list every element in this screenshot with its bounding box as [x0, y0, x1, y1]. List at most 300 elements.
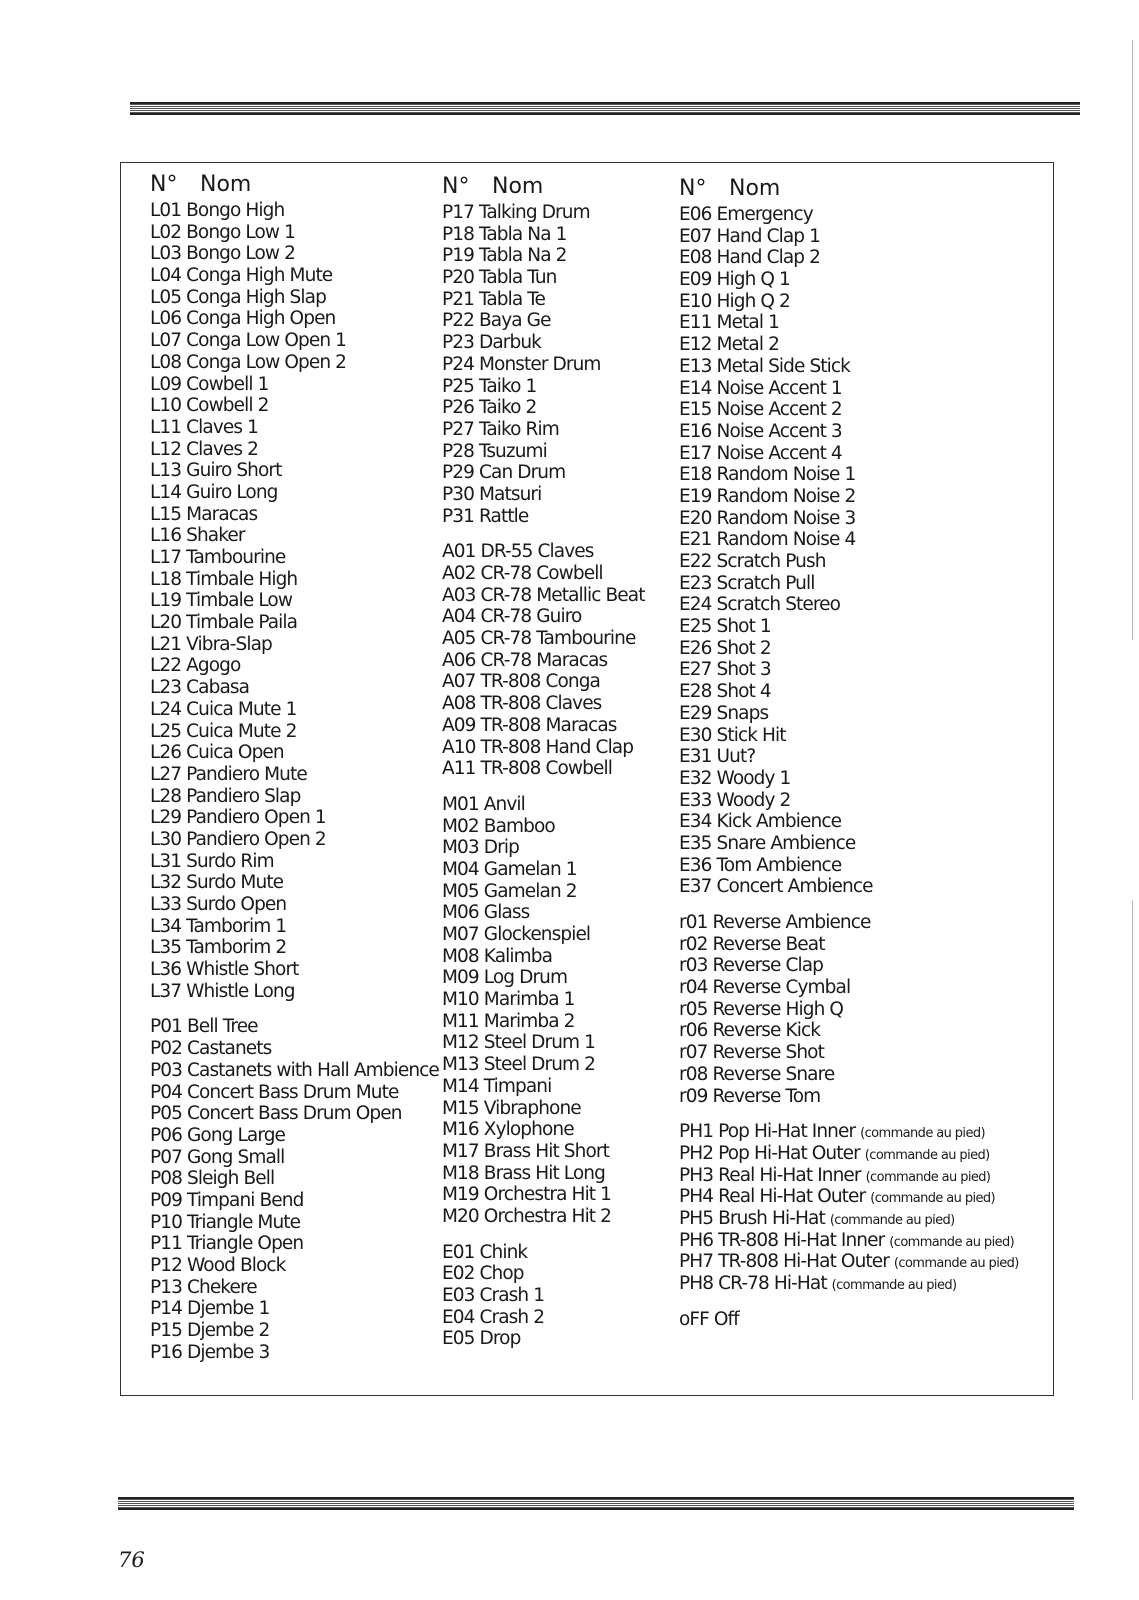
entry-code: r04	[679, 977, 708, 999]
entry-name: Timbale Low	[186, 590, 293, 612]
list-item	[442, 506, 645, 528]
column-header	[442, 172, 645, 202]
entry-name: TR-808 Hand Clap	[480, 736, 634, 758]
entry-code: P05	[150, 1103, 182, 1125]
entry-name: Darbuk	[478, 332, 541, 354]
list-item	[679, 1208, 1019, 1230]
entry-code: E36	[679, 854, 712, 876]
entry-code: E24	[679, 594, 712, 616]
entry-name: Snaps	[716, 702, 769, 724]
entry-name: Steel Drum 2	[483, 1054, 596, 1076]
list-item	[150, 851, 439, 873]
entry-code: M03	[442, 837, 479, 859]
entry-code: P07	[150, 1146, 182, 1168]
entry-name: Anvil	[483, 793, 525, 815]
list-item	[679, 616, 1019, 638]
entry-name: TR-808 Claves	[480, 693, 602, 715]
list-item	[150, 1125, 439, 1147]
entry-name: Surdo Open	[186, 894, 287, 915]
list-item	[150, 547, 439, 569]
entry-name: Real Hi-Hat Inner	[718, 1164, 861, 1186]
list-item	[442, 1242, 645, 1264]
entry-code: M20	[442, 1205, 479, 1227]
entry-name: CR-78 Cowbell	[480, 563, 603, 584]
entry-name: Noise Accent 4	[716, 442, 842, 464]
entry-name: Conga Low Open 2	[186, 351, 347, 373]
list-item	[150, 655, 439, 677]
entry-code: M13	[442, 1054, 479, 1076]
entry-name: Reverse Kick	[712, 1020, 821, 1042]
entry-name: Vibraphone	[483, 1097, 581, 1119]
page-number: 76	[118, 1548, 145, 1572]
entry-name: Metal 2	[716, 334, 779, 356]
entry-code: P26	[442, 397, 474, 419]
entry-code: A06	[442, 649, 476, 671]
entry-name: Gamelan 2	[483, 880, 577, 902]
list-item	[679, 1121, 1019, 1143]
entry-name: Pandiero Slap	[186, 785, 301, 807]
entry-code: P20	[442, 267, 474, 289]
entry-code: L05	[150, 286, 182, 308]
entry-name: Wood Block	[186, 1255, 286, 1276]
entry-code: P22	[442, 310, 474, 332]
list-item	[442, 1285, 645, 1307]
group-spacer	[442, 1228, 645, 1242]
list-item	[442, 441, 645, 463]
entry-name: Djembe 1	[186, 1298, 270, 1320]
list-item	[150, 916, 439, 938]
list-item	[442, 671, 645, 693]
entry-name: Pandiero Mute	[186, 763, 307, 785]
entry-code: E08	[679, 247, 712, 269]
list-item	[442, 902, 645, 924]
entry-name: Steel Drum 1	[483, 1032, 596, 1054]
entry-name: Agogo	[186, 655, 241, 677]
entry-code: M15	[442, 1097, 479, 1119]
list-item	[442, 1163, 645, 1185]
list-item	[150, 1147, 439, 1169]
entry-name: Conga Low Open 1	[186, 330, 347, 352]
entry-code: L16	[150, 525, 182, 547]
entry-code: E30	[679, 724, 712, 746]
entry-name: Whistle Long	[186, 980, 295, 1002]
entry-name: Taiko 2	[478, 397, 537, 419]
entry-name: Triangle Open	[186, 1233, 304, 1255]
entry-name: Can Drum	[478, 462, 566, 484]
list-item	[679, 746, 1019, 768]
entry-name: Taiko 1	[478, 375, 537, 397]
list-item	[679, 269, 1019, 291]
entry-name: Shot 3	[716, 659, 771, 681]
entry-code: L03	[150, 243, 182, 265]
entry-name: Cowbell 1	[186, 373, 269, 395]
entry-name: Drip	[483, 837, 519, 859]
list-item	[679, 226, 1019, 248]
list-item	[150, 742, 439, 764]
list-item	[442, 1141, 645, 1163]
entry-code: P24	[442, 353, 474, 375]
entry-name: Xylophone	[483, 1119, 574, 1141]
list-item	[679, 977, 1019, 999]
entry-name: Chink	[479, 1241, 528, 1263]
entry-code: P12	[150, 1255, 182, 1276]
entry-name: Crash 1	[479, 1285, 545, 1306]
list-item	[150, 504, 439, 526]
list-item	[442, 1032, 645, 1054]
entry-code: E14	[679, 377, 712, 399]
entry-name: DR-55 Claves	[480, 541, 594, 563]
list-item	[442, 419, 645, 441]
entry-name: Monster Drum	[478, 353, 601, 375]
list-item	[679, 876, 1019, 898]
entry-name: Uut?	[716, 746, 756, 768]
entry-name: Cuica Mute 2	[186, 720, 297, 742]
list-item	[150, 525, 439, 547]
list-item	[442, 484, 645, 506]
column-header	[150, 170, 439, 200]
entry-name: Djembe 3	[186, 1341, 270, 1363]
entry-code: PH1	[679, 1121, 714, 1143]
entry-code: P16	[150, 1341, 182, 1363]
entry-code: P03	[150, 1059, 182, 1081]
entry-code: E22	[679, 551, 712, 572]
entry-name: Concert Bass Drum Mute	[186, 1081, 399, 1103]
entry-code: L35	[150, 937, 182, 959]
entry-name: Tabla Tun	[478, 267, 557, 289]
entry-name: Conga High Mute	[186, 265, 333, 287]
list-item	[150, 243, 439, 265]
entry-code: PH3	[679, 1164, 714, 1186]
entry-code: E12	[679, 334, 712, 356]
entry-code: L17	[150, 547, 182, 568]
list-item	[442, 354, 645, 376]
list-item	[679, 486, 1019, 508]
entry-code: M01	[442, 793, 479, 815]
entry-code: L09	[150, 373, 182, 395]
entry-code: E37	[679, 876, 712, 898]
entry-code: P29	[442, 462, 474, 484]
list-item	[150, 699, 439, 721]
list-item	[442, 1119, 645, 1141]
entry-name: Metal Side Stick	[716, 355, 850, 377]
entry-name: Tamborim 2	[186, 937, 287, 959]
list-item	[150, 1103, 439, 1125]
list-item	[442, 1206, 645, 1228]
entry-code: PH4	[679, 1186, 714, 1208]
entry-code: E01	[442, 1241, 475, 1263]
entry-name: Cuica Open	[186, 742, 284, 764]
group-spacer	[150, 1002, 439, 1016]
entry-code: P31	[442, 505, 474, 527]
list-item	[150, 1060, 439, 1082]
entry-name: Pandiero Open 1	[186, 807, 326, 829]
entry-name: TR-808 Cowbell	[480, 758, 612, 780]
entry-code: PH6	[679, 1229, 714, 1251]
entry-code: L26	[150, 742, 182, 764]
list-item	[150, 937, 439, 959]
entry-name: Glockenspiel	[483, 924, 591, 945]
entry-code: E15	[679, 399, 712, 421]
list-item	[150, 460, 439, 482]
list-item	[442, 1076, 645, 1098]
entry-code: L02	[150, 221, 182, 243]
list-item	[679, 464, 1019, 486]
entry-name: Tabla Na 1	[478, 223, 567, 245]
entry-code: A02	[442, 563, 476, 584]
entry-name: Emergency	[716, 204, 813, 225]
entry-code: P18	[442, 223, 474, 245]
entry-code: r01	[679, 912, 708, 933]
entry-code: L07	[150, 330, 182, 352]
list-item	[679, 291, 1019, 313]
entry-code: L11	[150, 416, 182, 438]
entry-name: Scratch Push	[716, 551, 826, 572]
list-item	[442, 563, 645, 585]
entry-code: L19	[150, 590, 182, 612]
entry-name: Gamelan 1	[483, 858, 577, 880]
entry-name: Pop Hi-Hat Inner	[718, 1121, 856, 1143]
entry-code: A01	[442, 541, 476, 563]
entry-name: CR-78 Maracas	[480, 649, 608, 671]
entry-name: Tabla Te	[478, 288, 545, 310]
entry-name: Log Drum	[483, 967, 568, 989]
list-item	[679, 1165, 1019, 1187]
entry-code: P13	[150, 1276, 182, 1298]
list-item	[442, 376, 645, 398]
entry-code: M10	[442, 989, 479, 1011]
entry-name: Brass Hit Long	[483, 1162, 605, 1184]
entry-code: E02	[442, 1263, 475, 1285]
list-item	[442, 715, 645, 737]
entry-name: Random Noise 2	[716, 485, 856, 507]
entry-name: Cuica Mute 1	[186, 698, 297, 720]
entry-code: L15	[150, 503, 182, 525]
entry-name: Brush Hi-Hat	[718, 1207, 825, 1229]
column-header	[679, 174, 1019, 204]
entry-code: r06	[679, 1020, 708, 1042]
group-spacer	[442, 780, 645, 794]
list-item	[442, 202, 645, 224]
entry-name: Metal 1	[716, 312, 779, 334]
entry-name: Conga High Slap	[186, 286, 326, 308]
entry-code: P17	[442, 202, 474, 223]
list-item	[679, 204, 1019, 226]
entry-code: E23	[679, 572, 712, 594]
entry-name: Tsuzumi	[478, 440, 547, 462]
list-item	[679, 399, 1019, 421]
list-item	[679, 1064, 1019, 1086]
list-item	[679, 312, 1019, 334]
entry-name: Pop Hi-Hat Outer	[718, 1142, 860, 1164]
entry-code: M09	[442, 967, 479, 989]
entry-code: M05	[442, 880, 479, 902]
entry-name: Whistle Short	[186, 959, 299, 981]
entry-code: L31	[150, 850, 182, 872]
entry-name: Castanets	[186, 1038, 272, 1060]
list-item	[442, 245, 645, 267]
entry-code: L08	[150, 351, 182, 373]
entry-name: Rattle	[478, 505, 529, 527]
entry-name: Castanets with Hall Ambience	[186, 1059, 439, 1081]
entry-note: (commande au pied)	[889, 1234, 1015, 1250]
list-item	[150, 1298, 439, 1320]
list-item	[150, 590, 439, 612]
entry-code: r08	[679, 1063, 708, 1085]
entry-name: Tabla Na 2	[478, 245, 567, 267]
entry-code: E10	[679, 290, 712, 312]
entry-code: E04	[442, 1306, 475, 1328]
entry-code: L18	[150, 568, 182, 590]
list-item	[679, 833, 1019, 855]
entry-name: Concert Bass Drum Open	[186, 1103, 402, 1125]
entry-code: E33	[679, 789, 712, 811]
header-name: Nom	[492, 174, 544, 199]
column-2	[442, 172, 645, 1350]
list-item	[150, 287, 439, 309]
entry-name: Bongo Low 1	[186, 221, 296, 243]
entry-name: Hand Clap 1	[716, 225, 821, 247]
entry-code: E27	[679, 659, 712, 681]
entry-name: Reverse Tom	[712, 1085, 821, 1107]
entry-name: Reverse High Q	[712, 998, 844, 1020]
list-item	[679, 1186, 1019, 1208]
list-item	[679, 334, 1019, 356]
list-item	[150, 374, 439, 396]
list-item	[679, 638, 1019, 660]
entry-code: E35	[679, 832, 712, 854]
entry-name: Surdo Rim	[186, 850, 274, 872]
entry-code: P25	[442, 375, 474, 397]
entry-code: P06	[150, 1124, 182, 1146]
entry-code: r02	[679, 933, 708, 955]
entry-code: r07	[679, 1042, 708, 1064]
list-item	[150, 1342, 439, 1364]
list-item	[150, 721, 439, 743]
entry-name: Shot 4	[716, 681, 771, 703]
entry-code: P28	[442, 440, 474, 462]
list-item	[150, 352, 439, 374]
entry-code: L13	[150, 460, 182, 482]
entry-code: E34	[679, 811, 712, 833]
list-item	[150, 308, 439, 330]
entry-name: Guiro Short	[186, 460, 282, 482]
list-item	[150, 872, 439, 894]
list-item	[679, 768, 1019, 790]
entry-name: Triangle Mute	[186, 1211, 301, 1233]
entry-name: Cabasa	[186, 677, 250, 699]
list-item	[679, 247, 1019, 269]
entry-name: Gong Small	[186, 1146, 285, 1168]
entry-code: M04	[442, 858, 479, 880]
entry-name: Drop	[479, 1328, 521, 1350]
list-item	[442, 946, 645, 968]
list-item	[679, 1042, 1019, 1064]
entry-name: Reverse Cymbal	[712, 977, 851, 999]
entry-code: A05	[442, 628, 476, 650]
list-item	[442, 1307, 645, 1329]
entry-note: (commande au pied)	[893, 1256, 1019, 1272]
column-groups	[679, 204, 1019, 1330]
entry-name: CR-78 Hi-Hat	[718, 1273, 827, 1294]
entry-code: L27	[150, 763, 182, 785]
list-item	[150, 569, 439, 591]
entry-name: Timpani Bend	[186, 1189, 304, 1211]
entry-code: P23	[442, 332, 474, 354]
list-item	[679, 1020, 1019, 1042]
entry-name: Marimba 1	[483, 989, 575, 1011]
list-item	[679, 378, 1019, 400]
list-item	[442, 628, 645, 650]
entry-code: M18	[442, 1162, 479, 1184]
entry-code: P19	[442, 245, 474, 267]
list-item	[442, 1054, 645, 1076]
list-item	[679, 443, 1019, 465]
entry-code: L14	[150, 481, 182, 503]
entry-name: Guiro Long	[186, 481, 278, 503]
entry-code: L20	[150, 612, 182, 634]
entry-code: E07	[679, 225, 712, 247]
entry-code: E17	[679, 442, 712, 464]
entry-name: Claves 2	[186, 438, 258, 460]
entry-note: (commande au pied)	[829, 1212, 955, 1228]
entry-name: Woody 2	[716, 789, 791, 811]
entry-name: Talking Drum	[478, 202, 590, 223]
entry-code: M19	[442, 1184, 479, 1206]
list-item	[679, 573, 1019, 595]
list-item	[150, 482, 439, 504]
header-number: N°	[679, 176, 707, 201]
column-3	[679, 174, 1019, 1330]
list-item	[442, 837, 645, 859]
list-item	[442, 967, 645, 989]
list-item	[679, 1143, 1019, 1165]
entry-name: Maracas	[186, 503, 258, 525]
entry-code: PH8	[679, 1273, 714, 1294]
entry-code: M02	[442, 815, 479, 837]
header-name: Nom	[729, 176, 781, 201]
column-groups	[150, 200, 439, 1363]
entry-name: Kick Ambience	[716, 811, 842, 833]
entry-name: Orchestra Hit 1	[483, 1184, 612, 1206]
entry-name: Hand Clap 2	[716, 247, 821, 269]
group-spacer	[679, 898, 1019, 912]
entry-name: Bamboo	[483, 815, 555, 837]
list-item	[150, 265, 439, 287]
list-item	[442, 541, 645, 563]
list-item	[442, 650, 645, 672]
list-item	[679, 811, 1019, 833]
entry-name: Noise Accent 3	[716, 420, 842, 442]
list-item	[150, 1277, 439, 1299]
entry-name: Random Noise 3	[716, 507, 856, 529]
entry-code: L23	[150, 677, 182, 699]
entry-code: E19	[679, 485, 712, 507]
entry-name: Gong Large	[186, 1124, 286, 1146]
entry-name: TR-808 Maracas	[480, 714, 617, 736]
entry-name: Scratch Stereo	[716, 594, 841, 616]
entry-code: A08	[442, 693, 476, 715]
entry-code: M16	[442, 1119, 479, 1141]
entry-code: E20	[679, 507, 712, 529]
list-item	[679, 594, 1019, 616]
entry-name: Timbale Paila	[186, 612, 298, 634]
entry-code: P14	[150, 1298, 182, 1320]
entry-code: P21	[442, 288, 474, 310]
list-item	[442, 758, 645, 780]
entry-name: Sleigh Bell	[186, 1168, 275, 1190]
entry-name: Reverse Snare	[712, 1063, 835, 1085]
entry-code: E29	[679, 702, 712, 724]
